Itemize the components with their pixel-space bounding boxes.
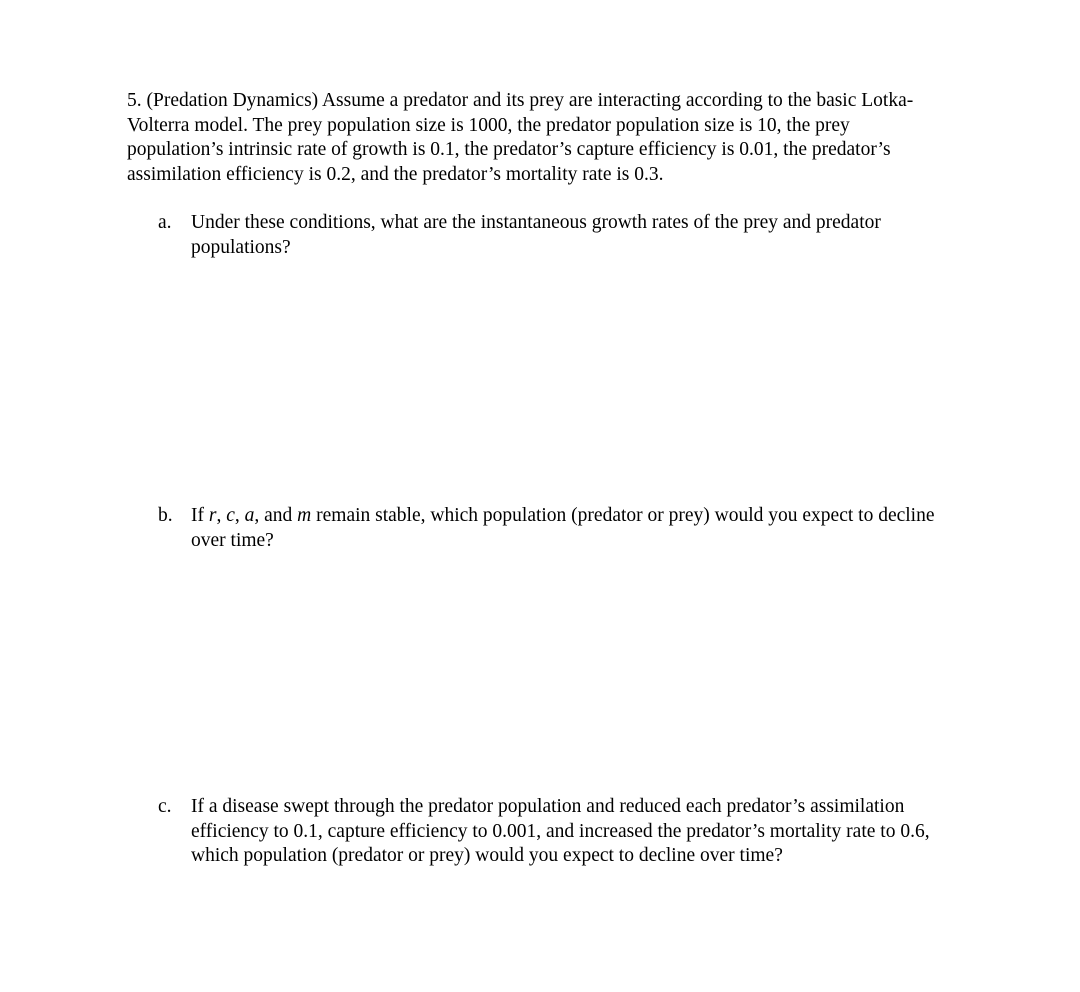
sub-question-b-suffix: remain stable, which population (predator or prey) would you expect to decline over time?: [191, 505, 935, 551]
separator-1: ,: [216, 505, 227, 526]
variable-c: c: [226, 505, 235, 526]
answer-space-b: [190, 560, 950, 780]
sub-question-c-text: If a disease swept through the predator population and reduced each predator’s assimilation efficiency to 0.1, capture efficiency to 0.001, and increased the predator’s mortality rate to 0.6, which population (predator or prey) would you expect to decline over time?: [191, 796, 930, 866]
variable-a: a: [244, 505, 255, 526]
separator-3: , and: [254, 505, 298, 526]
answer-space-a: [190, 270, 950, 490]
sub-question-b: [158, 504, 958, 553]
answer-space-c: [190, 900, 950, 980]
sub-question-c-marker: c.: [158, 796, 172, 817]
variable-r: r: [208, 505, 217, 526]
sub-question-b-prefix: If: [191, 505, 209, 526]
sub-question-b-text: [191, 504, 958, 553]
sub-question-a-text: Under these conditions, what are the instantaneous growth rates of the prey and predator populations?: [191, 212, 881, 258]
sub-question-b-marker: b.: [158, 505, 173, 526]
variable-m: m: [297, 505, 312, 526]
sub-question-c: [158, 795, 958, 869]
separator-2: ,: [234, 505, 245, 526]
question-intro: 5. (Predation Dynamics) Assume a predator and its prey are interacting according to the basic Lotka-Volterra model. The prey population size is 1000, the predator population size is 10, the prey population’s intrinsic rate of growth is 0.1, the predator’s capture efficiency is 0.01, the predator’s assimilation efficiency is 0.2, and the predator’s mortality rate is 0.3.: [127, 90, 914, 185]
sub-question-a-marker: a.: [158, 212, 172, 233]
sub-question-a: [158, 211, 958, 260]
